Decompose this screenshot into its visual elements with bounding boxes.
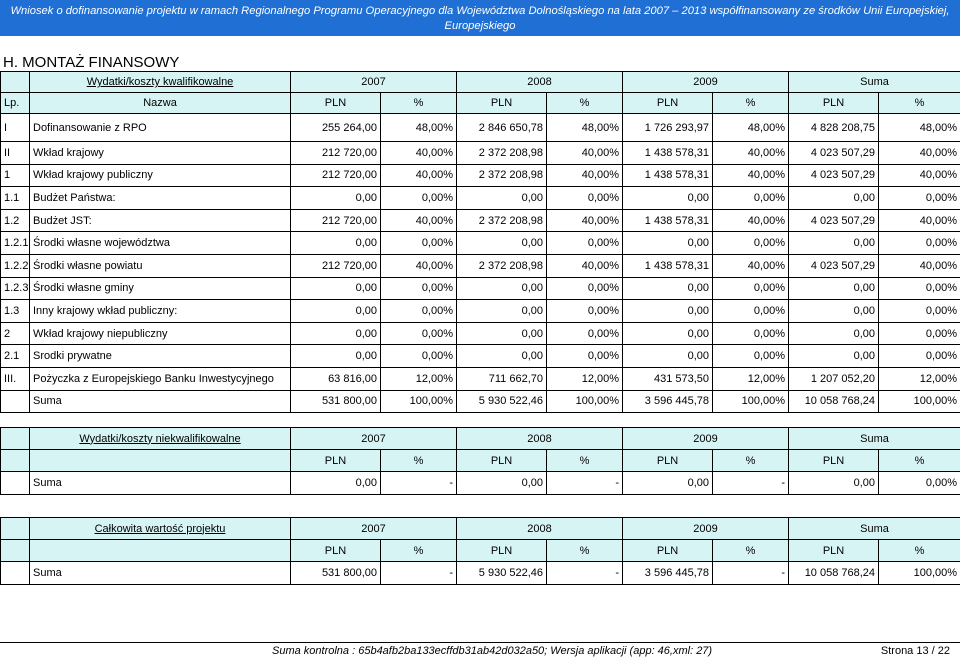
percent-cell: 0,00% [547,187,623,210]
percent-cell: 40,00% [381,209,457,232]
pln-cell: 0,00 [291,187,381,210]
percent-cell: 40,00% [547,164,623,187]
blank-cell [1,72,30,93]
percent-cell: - [381,562,457,585]
percent-cell: 48,00% [547,114,623,142]
row-name: Budżet Państwa: [30,187,291,210]
document-header [0,0,960,47]
pln-cell: 5 930 522,46 [457,562,547,585]
percent-cell: 0,00% [381,187,457,210]
row-name: Budżet JST: [30,209,291,232]
percent-cell: - [713,562,789,585]
blank-cell [30,540,291,562]
row-lp: 2 [1,322,30,345]
pln-cell: 2 372 208,98 [457,254,547,277]
row-name: Środki własne gminy [30,277,291,300]
percent-cell: 0,00% [381,322,457,345]
percent-cell: 40,00% [713,142,789,165]
percent-cell: 40,00% [879,142,960,165]
pln-cell: 0,00 [457,472,547,495]
percent-cell: 12,00% [547,367,623,390]
blank-cell [1,472,30,495]
pln-header: PLN [291,93,381,114]
row-name: Wkład krajowy publiczny [30,164,291,187]
percent-cell: 0,00% [381,345,457,368]
table-row [1,300,960,323]
sum-row [1,562,960,585]
percent-cell: 0,00% [713,300,789,323]
percent-cell: 40,00% [713,164,789,187]
pln-cell: 0,00 [291,345,381,368]
percent-cell: 48,00% [381,114,457,142]
pln-cell: 212 720,00 [291,164,381,187]
pln-cell: 5 930 522,46 [457,390,547,413]
row-name: Suma [30,472,291,495]
percent-cell: 40,00% [879,209,960,232]
pln-cell: 2 372 208,98 [457,142,547,165]
percent-cell: 48,00% [713,114,789,142]
pln-cell: 0,00 [789,232,879,255]
pln-cell: 0,00 [291,472,381,495]
percent-cell: 40,00% [713,209,789,232]
table-row [1,367,960,390]
percent-header: % [713,93,789,114]
row-lp: 1.2.1 [1,232,30,255]
table-row [1,390,960,413]
pln-cell: 531 800,00 [291,562,381,585]
percent-cell: 0,00% [713,232,789,255]
row-lp: 1.2 [1,209,30,232]
percent-header: % [381,93,457,114]
row-name: Pożyczka z Europejskiego Banku Inwestycyjnego [30,367,291,390]
percent-cell: 0,00% [547,345,623,368]
year-header: 2009 [623,72,789,93]
pln-cell: 4 023 507,29 [789,142,879,165]
pln-cell: 431 573,50 [623,367,713,390]
percent-header: % [547,93,623,114]
row-lp: 2.1 [1,345,30,368]
percent-cell: 40,00% [381,254,457,277]
pln-cell: 4 828 208,75 [789,114,879,142]
pln-cell: 212 720,00 [291,142,381,165]
pln-cell: 1 438 578,31 [623,254,713,277]
row-name: Dofinansowanie z RPO [30,114,291,142]
pln-cell: 4 023 507,29 [789,254,879,277]
pln-header: PLN [789,93,879,114]
row-name: Srodki prywatne [30,345,291,368]
year-header: Suma [789,428,960,450]
percent-cell: 40,00% [547,254,623,277]
sum-row [1,472,960,495]
pln-cell: 1 438 578,31 [623,209,713,232]
percent-cell: 100,00% [547,390,623,413]
percent-header: % [381,540,457,562]
percent-cell: 100,00% [381,390,457,413]
percent-cell: 12,00% [713,367,789,390]
percent-header: % [547,450,623,472]
pln-cell: 0,00 [789,277,879,300]
pln-cell: 2 846 650,78 [457,114,547,142]
row-name: Suma [30,390,291,413]
table-row [1,114,960,142]
pln-cell: 1 726 293,97 [623,114,713,142]
blank-cell [30,450,291,472]
footer-divider [0,642,960,643]
percent-cell: 0,00% [879,277,960,300]
percent-cell: - [713,472,789,495]
row-lp: 1 [1,164,30,187]
pln-cell: 3 596 445,78 [623,562,713,585]
percent-header: % [879,450,960,472]
percent-cell: 100,00% [713,390,789,413]
percent-header: % [713,450,789,472]
pln-cell: 0,00 [789,472,879,495]
percent-header: % [381,450,457,472]
percent-header: % [547,540,623,562]
pln-cell: 0,00 [789,345,879,368]
year-header: 2009 [623,518,789,540]
pln-cell: 4 023 507,29 [789,164,879,187]
pln-header: PLN [457,93,547,114]
blank-cell [1,562,30,585]
percent-cell: 0,00% [381,277,457,300]
percent-cell: 40,00% [879,164,960,187]
percent-cell: 12,00% [381,367,457,390]
name-header: Nazwa [30,93,291,114]
pln-cell: 0,00 [623,232,713,255]
percent-cell: 0,00% [713,345,789,368]
pln-header: PLN [623,93,713,114]
year-header: Suma [789,518,960,540]
percent-header: % [713,540,789,562]
percent-cell: 0,00% [879,472,960,495]
pln-cell: 1 438 578,31 [623,142,713,165]
pln-cell: 0,00 [623,322,713,345]
row-lp: III. [1,367,30,390]
row-lp: 1.2.2 [1,254,30,277]
row-lp: I [1,114,30,142]
percent-cell: 0,00% [879,187,960,210]
lp-header: Lp. [1,93,30,114]
row-lp: 1.1 [1,187,30,210]
section-title: H. MONTAŻ FINANSOWY [3,54,180,71]
year-header-row [1,518,960,540]
row-lp: 1.3 [1,300,30,323]
percent-cell: 0,00% [879,300,960,323]
blank-cell [1,518,30,540]
row-lp [1,390,30,413]
pln-header: PLN [457,540,547,562]
percent-cell: - [381,472,457,495]
pln-cell: 0,00 [623,187,713,210]
pln-cell: 0,00 [457,322,547,345]
row-name: Inny krajowy wkład publiczny: [30,300,291,323]
table-title: Wydatki/koszty niekwalifikowalne [30,428,291,450]
pln-cell: 0,00 [789,300,879,323]
pln-header: PLN [457,450,547,472]
percent-cell: 12,00% [879,367,960,390]
unit-header-row [1,450,960,472]
header-line-2: Funduszu Rozwoju Regionalnego [396,35,564,47]
year-header: Suma [789,72,960,93]
header-line-1: Wniosek o dofinansowanie projektu w ramach Regionalnego Programu Operacyjnego dla Województwa Dolnośląskiego na lata 2007 – 2013 współfinansowany ze środków Unii Europejskiej, Europejskiego [10,5,950,32]
percent-cell: 100,00% [879,390,960,413]
percent-cell: 40,00% [381,142,457,165]
pln-header: PLN [789,540,879,562]
pln-cell: 0,00 [789,322,879,345]
percent-cell: 0,00% [713,187,789,210]
percent-cell: 0,00% [879,322,960,345]
table-row [1,345,960,368]
year-header-row [1,428,960,450]
table-row [1,209,960,232]
pln-cell: 0,00 [457,300,547,323]
table-row [1,254,960,277]
year-header-row [1,72,960,93]
pln-cell: 1 438 578,31 [623,164,713,187]
pln-cell: 3 596 445,78 [623,390,713,413]
pln-cell: 2 372 208,98 [457,209,547,232]
year-header: 2009 [623,428,789,450]
blank-cell [1,450,30,472]
pln-cell: 1 207 052,20 [789,367,879,390]
pln-header: PLN [291,450,381,472]
percent-cell: 100,00% [879,562,960,585]
footer-checksum: Suma kontrolna : 65b4afb2ba133ecffdb31ab42d032a50; Wersja aplikacji (app: 46,xml: 27) [272,645,713,657]
unit-header-row [1,93,960,114]
non-eligible-costs-table [0,427,960,495]
row-name: Środki własne województwa [30,232,291,255]
footer-page-number: Strona 13 / 22 [880,645,950,657]
percent-cell: 0,00% [713,322,789,345]
total-value-table [0,517,960,585]
year-header: 2008 [457,72,623,93]
percent-cell: 0,00% [547,232,623,255]
pln-cell: 2 372 208,98 [457,164,547,187]
pln-cell: 0,00 [457,232,547,255]
percent-cell: - [547,562,623,585]
pln-cell: 0,00 [291,300,381,323]
table-row [1,277,960,300]
year-header: 2008 [457,428,623,450]
percent-cell: 0,00% [879,345,960,368]
year-header: 2008 [457,518,623,540]
pln-cell: 0,00 [623,277,713,300]
percent-header: % [879,93,960,114]
percent-cell: 0,00% [879,232,960,255]
pln-cell: 531 800,00 [291,390,381,413]
pln-header: PLN [623,450,713,472]
year-header: 2007 [291,518,457,540]
row-name: Wkład krajowy [30,142,291,165]
table-row [1,164,960,187]
blank-cell [1,540,30,562]
unit-header-row [1,540,960,562]
percent-cell: 48,00% [879,114,960,142]
pln-header: PLN [291,540,381,562]
pln-cell: 0,00 [457,277,547,300]
percent-header: % [879,540,960,562]
percent-cell: 0,00% [547,300,623,323]
pln-header: PLN [789,450,879,472]
pln-cell: 0,00 [623,300,713,323]
table-row [1,142,960,165]
percent-cell: 0,00% [547,277,623,300]
pln-cell: 10 058 768,24 [789,562,879,585]
percent-cell: 0,00% [547,322,623,345]
percent-cell: 0,00% [381,232,457,255]
percent-cell: 40,00% [547,209,623,232]
percent-cell: 40,00% [381,164,457,187]
table-row [1,322,960,345]
row-name: Środki własne powiatu [30,254,291,277]
pln-cell: 212 720,00 [291,209,381,232]
pln-cell: 0,00 [623,345,713,368]
row-lp: II [1,142,30,165]
percent-cell: 0,00% [713,277,789,300]
pln-cell: 63 816,00 [291,367,381,390]
pln-cell: 0,00 [457,345,547,368]
pln-cell: 255 264,00 [291,114,381,142]
percent-cell: - [547,472,623,495]
pln-cell: 0,00 [457,187,547,210]
row-name: Suma [30,562,291,585]
blank-cell [1,428,30,450]
eligible-costs-table [0,71,960,413]
pln-cell: 0,00 [291,322,381,345]
pln-cell: 711 662,70 [457,367,547,390]
percent-cell: 0,00% [381,300,457,323]
year-header: 2007 [291,72,457,93]
table-title: Wydatki/koszty kwalifikowalne [30,72,291,93]
row-lp: 1.2.3 [1,277,30,300]
percent-cell: 40,00% [879,254,960,277]
table-row [1,232,960,255]
pln-cell: 0,00 [789,187,879,210]
percent-cell: 40,00% [713,254,789,277]
year-header: 2007 [291,428,457,450]
table-title: Całkowita wartość projektu [30,518,291,540]
pln-cell: 0,00 [623,472,713,495]
pln-cell: 212 720,00 [291,254,381,277]
pln-header: PLN [623,540,713,562]
table-row [1,187,960,210]
pln-cell: 4 023 507,29 [789,209,879,232]
percent-cell: 40,00% [547,142,623,165]
pln-cell: 0,00 [291,277,381,300]
pln-cell: 0,00 [291,232,381,255]
pln-cell: 10 058 768,24 [789,390,879,413]
row-name: Wkład krajowy niepubliczny [30,322,291,345]
